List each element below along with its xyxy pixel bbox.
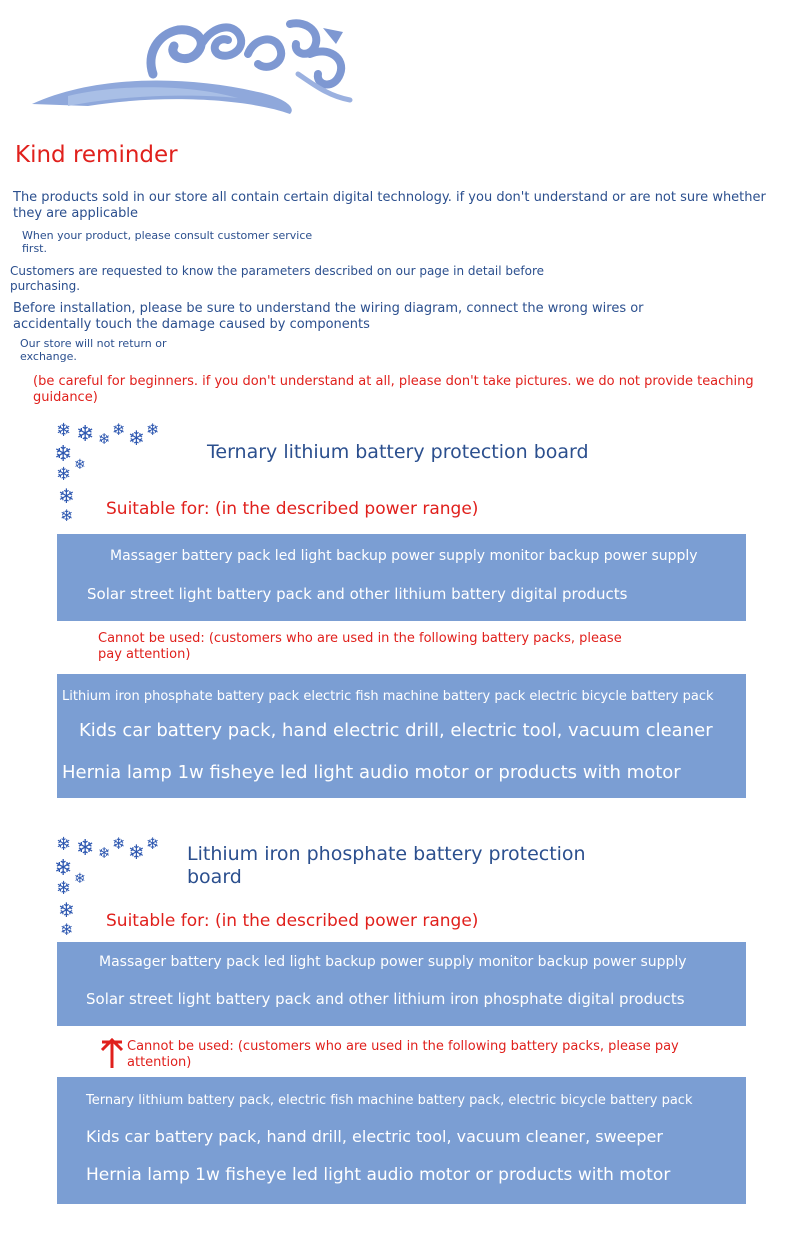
snowflake-icon: ❄: [128, 840, 145, 864]
reminder-paragraph-2: When your product, please consult customer service first.: [22, 229, 313, 255]
snowflake-icon: ❄: [76, 836, 95, 861]
snowflake-icon: ❄: [58, 484, 75, 508]
snowflake-icon: ❄: [54, 442, 73, 467]
reminder-paragraph-3: Customers are requested to know the parameters described on our page in detail before purchasing.: [10, 264, 545, 293]
snowflake-icon: ❄: [60, 506, 74, 525]
snowflake-icon: ❄: [74, 457, 86, 473]
section-2-suitable-label: Suitable for: (in the described power range): [106, 911, 479, 931]
section-2-suitable-box: [57, 942, 746, 1026]
cannot-line: Hernia lamp 1w fisheye led light audio motor or products with motor: [62, 762, 681, 783]
snowflake-icon: ❄: [58, 898, 75, 922]
up-arrow-icon: [100, 1038, 124, 1070]
snowflake-icon: ❄: [112, 834, 126, 853]
snowflake-icon: ❄: [98, 844, 111, 862]
reminder-warning: (be careful for beginners. if you don't understand at all, please don't take pictures. we do not provide teaching guidance): [33, 374, 754, 405]
snowflake-icon: ❄: [56, 420, 72, 441]
section-1-suitable-box: [57, 534, 746, 621]
suitable-line: Solar street light battery pack and other lithium iron phosphate digital products: [86, 990, 685, 1008]
snowflake-icon: ❄: [112, 420, 126, 439]
snowflake-icon: ❄: [76, 422, 95, 447]
snowflake-icon: ❄: [98, 430, 111, 448]
section-2-cannot-box: [57, 1077, 746, 1204]
section-1-cannot-label: Cannot be used: (customers who are used in the following battery packs, please pay attention): [98, 631, 622, 662]
snowflake-icon: ❄: [56, 834, 72, 855]
snowflake-icon: ❄: [54, 856, 73, 881]
suitable-line: Solar street light battery pack and other lithium battery digital products: [87, 585, 628, 603]
reminder-title: Kind reminder: [15, 142, 178, 168]
cannot-line: Ternary lithium battery pack, electric fish machine battery pack, electric bicycle battery pack: [86, 1093, 693, 1108]
calligraphy-logo: [28, 14, 363, 122]
section-2-cannot-label: Cannot be used: (customers who are used in the following battery packs, please pay attention): [127, 1039, 679, 1070]
section-1-title: Ternary lithium battery protection board: [207, 441, 589, 463]
snowflake-icon: ❄: [56, 878, 72, 899]
cannot-line: Lithium iron phosphate battery pack electric fish machine battery pack electric bicycle battery pack: [62, 689, 714, 704]
cannot-line: Kids car battery pack, hand electric drill, electric tool, vacuum cleaner: [79, 720, 713, 741]
snowflake-icon: ❄: [146, 420, 160, 439]
section-2-title: Lithium iron phosphate battery protection board: [187, 843, 586, 888]
snowflake-icon: ❄: [56, 464, 72, 485]
section-1-suitable-label: Suitable for: (in the described power range): [106, 499, 479, 519]
reminder-paragraph-5: Our store will not return or exchange.: [20, 337, 167, 363]
snowflake-icon: ❄: [74, 871, 86, 887]
section-1-cannot-box: [57, 674, 746, 798]
reminder-paragraph-4: Before installation, please be sure to understand the wiring diagram, connect the wrong wires or accidentally touch the damage caused by components: [13, 301, 644, 332]
snowflake-icon: ❄: [60, 920, 74, 939]
snowflake-icon: ❄: [128, 426, 145, 450]
reminder-paragraph-1: The products sold in our store all contain certain digital technology. if you don't understand or are not sure whether they are applicable: [13, 190, 766, 221]
suitable-line: Massager battery pack led light backup power supply monitor backup power supply: [99, 954, 687, 970]
cannot-line: Hernia lamp 1w fisheye led light audio motor or products with motor: [86, 1165, 671, 1185]
suitable-line: Massager battery pack led light backup power supply monitor backup power supply: [110, 548, 698, 564]
cannot-line: Kids car battery pack, hand drill, electric tool, vacuum cleaner, sweeper: [86, 1127, 663, 1146]
snowflake-icon: ❄: [146, 834, 160, 853]
